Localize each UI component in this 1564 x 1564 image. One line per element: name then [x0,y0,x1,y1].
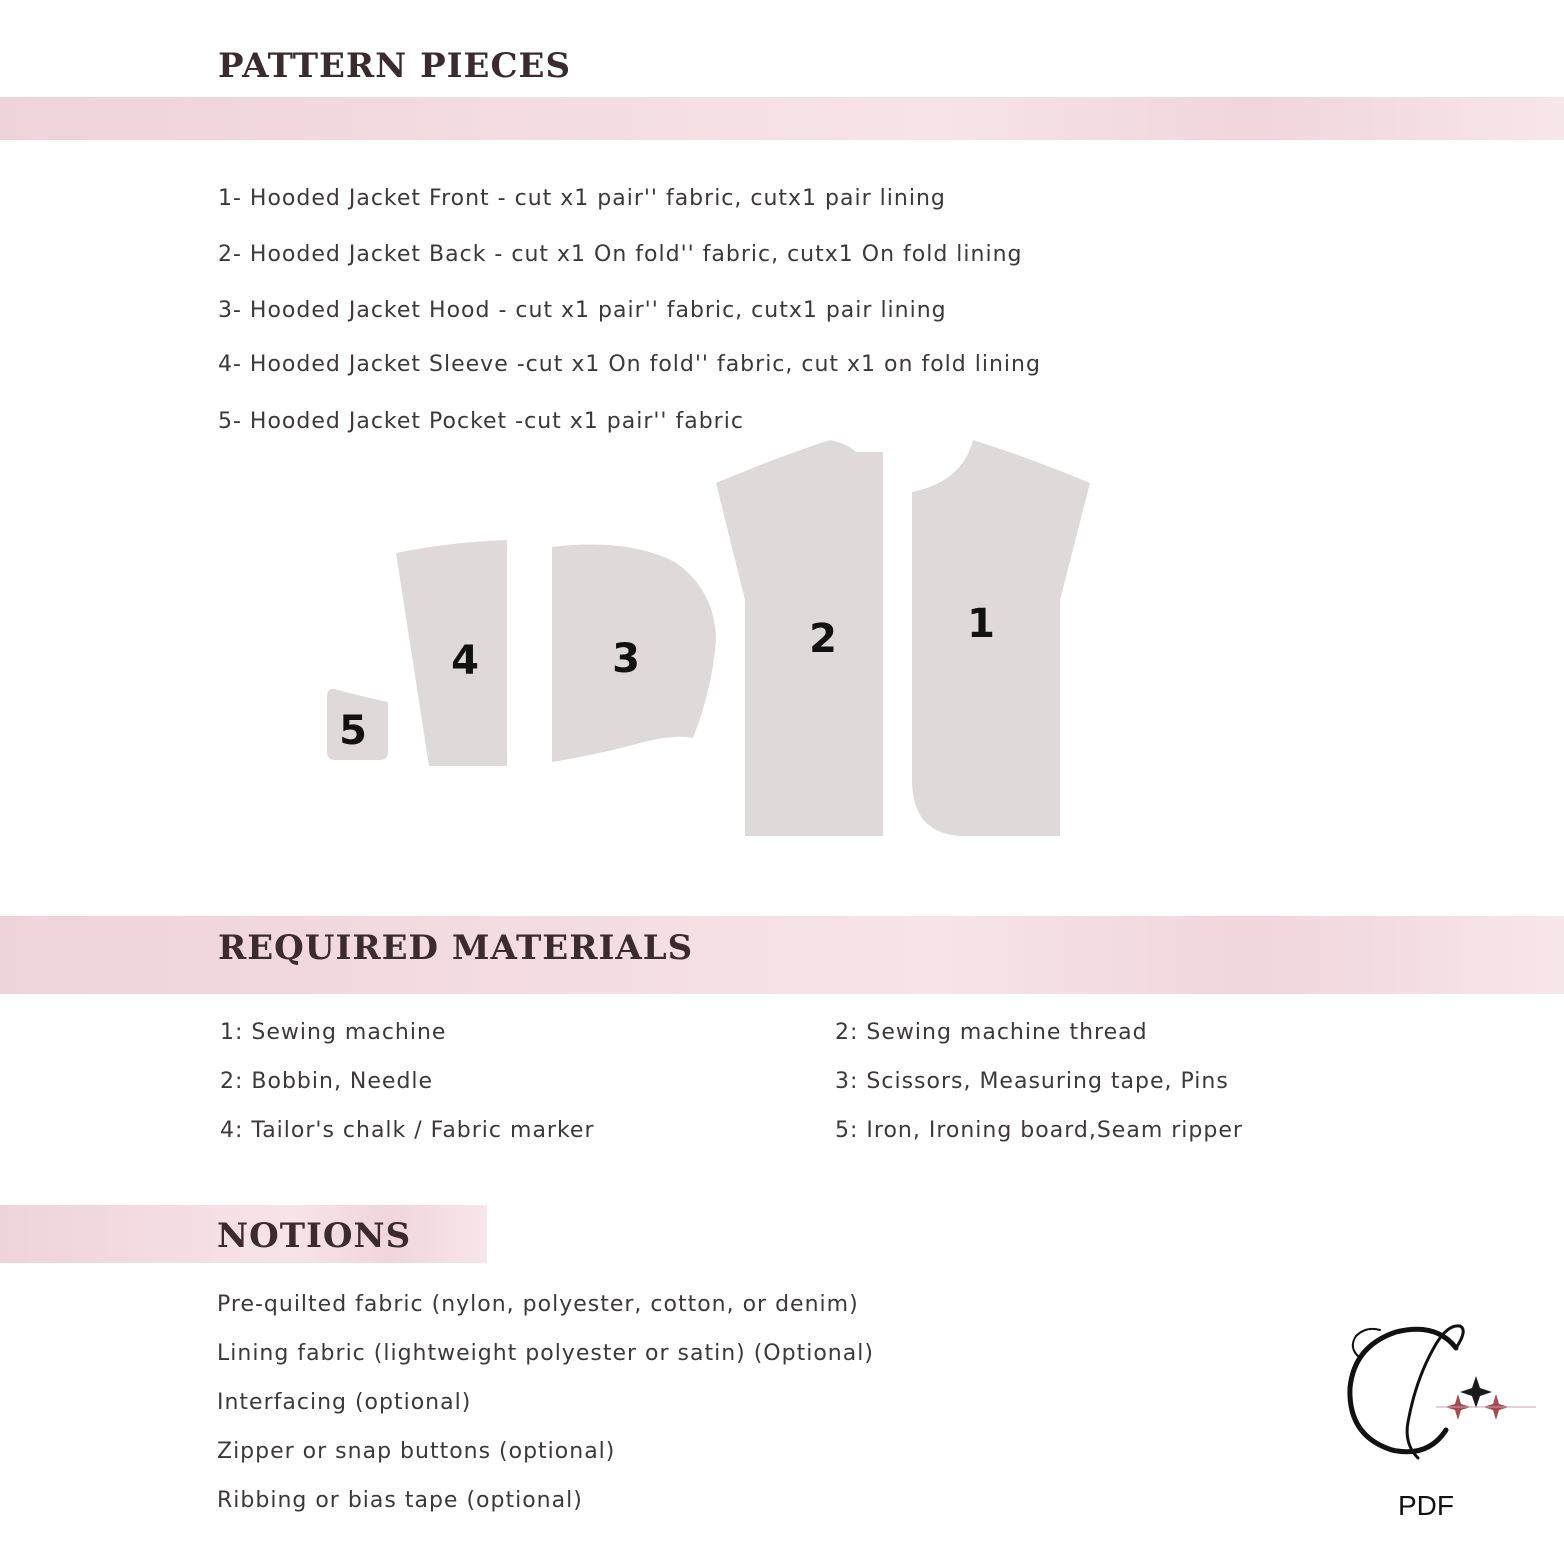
material-item: 3: Scissors, Measuring tape, Pins [835,1069,1229,1094]
pattern-piece-item: 5- Hooded Jacket Pocket -cut x1 pair'' fabric [218,409,744,434]
piece-label-3: 3 [612,636,640,682]
sparkle-dark-icon [1460,1376,1492,1408]
pattern-pieces-heading: PATTERN PIECES [218,46,572,86]
piece-label-4: 4 [451,638,479,684]
pdf-label: PDF [1398,1490,1454,1521]
piece-1-shape [912,440,1090,836]
pattern-piece-item: 3- Hooded Jacket Hood - cut x1 pair'' fabric, cutx1 pair lining [218,298,947,323]
piece-label-5: 5 [339,708,367,754]
required-materials-heading: REQUIRED MATERIALS [218,928,694,968]
pattern-piece-item: 1- Hooded Jacket Front - cut x1 pair'' fabric, cutx1 pair lining [218,186,946,211]
notion-item: Zipper or snap buttons (optional) [217,1439,616,1464]
material-item: 1: Sewing machine [220,1020,447,1045]
notion-item: Interfacing (optional) [217,1390,472,1415]
pattern-piece-item: 2- Hooded Jacket Back - cut x1 On fold'' fabric, cutx1 On fold lining [218,242,1023,267]
piece-label-2: 2 [809,616,837,662]
notion-item: Pre-quilted fabric (nylon, polyester, cotton, or denim) [217,1292,859,1317]
pattern-piece-item: 4- Hooded Jacket Sleeve -cut x1 On fold'' fabric, cut x1 on fold lining [218,352,1041,377]
piece-2-shape [716,440,883,836]
material-item: 2: Sewing machine thread [835,1020,1148,1045]
material-item: 4: Tailor's chalk / Fabric marker [220,1118,595,1143]
material-item: 5: Iron, Ironing board,Seam ripper [835,1118,1243,1143]
notion-item: Ribbing or bias tape (optional) [217,1488,583,1513]
brand-logo [1336,1318,1546,1488]
logo-script-c-icon [1350,1329,1456,1452]
notion-item: Lining fabric (lightweight polyester or satin) (Optional) [217,1341,874,1366]
material-item: 2: Bobbin, Needle [220,1069,434,1094]
notions-heading: NOTIONS [217,1216,412,1256]
piece-label-1: 1 [967,601,995,647]
